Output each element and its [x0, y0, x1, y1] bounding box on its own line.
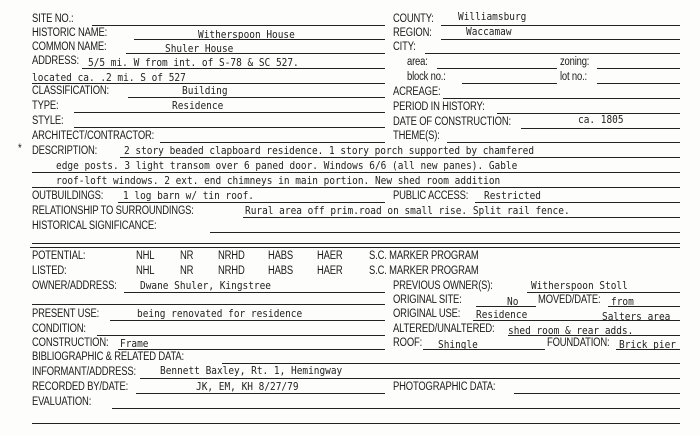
style-line[interactable]	[74, 127, 385, 128]
common-name-value[interactable]: Shuler House	[165, 42, 234, 55]
classification-line[interactable]	[128, 97, 385, 98]
informant-line[interactable]	[140, 378, 680, 379]
present-use-label: PRESENT USE:	[32, 308, 100, 320]
previous-owners-line[interactable]	[527, 292, 680, 293]
altered-value[interactable]: shed room & rear adds.	[508, 324, 634, 337]
classification-value[interactable]: Building	[182, 84, 228, 97]
site-no-line[interactable]	[92, 25, 385, 26]
condition-label: CONDITION:	[32, 323, 86, 335]
date-construction-label: DATE OF CONSTRUCTION:	[393, 116, 511, 128]
historic-name-label: HISTORIC NAME:	[32, 27, 108, 39]
outbuildings-line[interactable]	[118, 202, 385, 203]
architect-label: ARCHITECT/CONTRACTOR:	[32, 130, 155, 142]
owner-address-label: OWNER/ADDRESS:	[32, 280, 117, 292]
potential-sc-marker[interactable]: S.C. MARKER PROGRAM	[369, 250, 479, 262]
classification-label: CLASSIFICATION:	[32, 85, 110, 97]
original-use-value[interactable]: Residence	[476, 308, 528, 321]
evaluation-line[interactable]	[112, 408, 680, 409]
area-line[interactable]	[437, 68, 557, 69]
zoning-label: zoning:	[560, 56, 590, 68]
potential-nr[interactable]: NR	[180, 250, 194, 262]
region-line[interactable]	[441, 39, 680, 40]
description-label: DESCRIPTION:	[32, 145, 98, 157]
informant-label: INFORMANT/ADDRESS:	[32, 366, 136, 378]
public-access-label: PUBLIC ACCESS:	[393, 190, 469, 202]
themes-line[interactable]	[447, 142, 680, 143]
section-divider	[30, 247, 680, 248]
moved-date-value[interactable]: from	[611, 295, 634, 308]
recorded-line[interactable]	[136, 393, 385, 394]
roof-label: ROOF:	[393, 337, 423, 349]
potential-label: POTENTIAL:	[32, 250, 86, 262]
listed-nr[interactable]: NR	[180, 265, 194, 277]
moved-date-label: MOVED/DATE:	[538, 294, 601, 306]
outbuildings-value[interactable]: 1 log barn w/ tin roof.	[123, 189, 255, 202]
photographic-label: PHOTOGRAPHIC DATA:	[393, 381, 496, 393]
description-line-1[interactable]	[120, 157, 680, 158]
listed-label: LISTED:	[32, 265, 67, 277]
margin-asterisk: *	[18, 143, 22, 155]
relationship-label: RELATIONSHIP TO SURROUNDINGS:	[32, 205, 194, 217]
historical-significance-label: HISTORICAL SIGNIFICANCE:	[32, 220, 157, 232]
potential-nrhd[interactable]: NRHD	[218, 250, 245, 262]
original-site-line[interactable]	[476, 306, 536, 307]
address-label: ADDRESS:	[32, 55, 79, 67]
foundation-value[interactable]: Brick pier	[619, 338, 676, 351]
public-access-line[interactable]	[475, 202, 680, 203]
owner-address-value[interactable]: Dwane Shuler, Kingstree	[140, 279, 272, 292]
owner-address-line[interactable]	[124, 292, 385, 293]
type-value[interactable]: Residence	[172, 99, 224, 112]
description-line-2[interactable]	[32, 172, 680, 173]
condition-line[interactable]	[97, 335, 385, 336]
block-no-label: block no.:	[407, 71, 446, 83]
address-value-1[interactable]: 5/5 mi. W from int. of S-78 & SC 527.	[88, 56, 299, 69]
acreage-label: ACREAGE:	[393, 86, 441, 98]
historic-name-value[interactable]: Witherspoon House	[198, 28, 295, 41]
relationship-value[interactable]: Rural area off prim.road on small rise. Split rail fence.	[245, 204, 570, 217]
previous-owners-label: PREVIOUS OWNER(S):	[393, 280, 493, 292]
historical-significance-line[interactable]	[210, 232, 680, 233]
potential-nhl[interactable]: NHL	[136, 250, 155, 262]
informant-value[interactable]: Bennett Baxley, Rt. 1, Hemingway	[160, 364, 343, 377]
lot-no-line[interactable]	[597, 83, 680, 84]
listed-nrhd[interactable]: NRHD	[218, 265, 245, 277]
outbuildings-label: OUTBUILDINGS:	[32, 190, 104, 202]
public-access-value[interactable]: Restricted	[484, 189, 541, 202]
listed-habs[interactable]: HABS	[268, 265, 294, 277]
potential-habs[interactable]: HABS	[268, 250, 294, 262]
architect-line[interactable]	[160, 142, 385, 143]
potential-haer[interactable]: HAER	[317, 250, 343, 262]
type-line[interactable]	[74, 112, 385, 113]
original-site-value[interactable]: No	[507, 295, 519, 308]
present-use-value[interactable]: being renovated for residence	[137, 307, 303, 320]
original-use-value-2[interactable]: Salters area	[602, 310, 671, 323]
historical-significance-line-2[interactable]	[32, 243, 680, 244]
present-use-line[interactable]	[110, 320, 385, 321]
description-line-3[interactable]	[32, 187, 680, 188]
description-value-1[interactable]: 2 story beaded clapboard residence. 1 story porch supported by chamfered	[124, 144, 535, 157]
city-line[interactable]	[425, 53, 680, 54]
county-value[interactable]: Williamsburg	[458, 10, 527, 23]
region-value[interactable]: Waccamaw	[466, 25, 512, 38]
address-value-2[interactable]: located ca. .2 mi. S of 527	[32, 71, 186, 84]
original-use-label: ORIGINAL USE:	[393, 308, 461, 320]
recorded-value[interactable]: JK, EM, KH 8/27/79	[196, 380, 299, 393]
bibliographic-label: BIBLIOGRAPHIC & RELATED DATA:	[32, 351, 184, 363]
county-label: COUNTY:	[393, 13, 434, 25]
listed-nhl[interactable]: NHL	[136, 265, 155, 277]
acreage-line[interactable]	[443, 98, 680, 99]
themes-label: THEME(S):	[393, 130, 440, 142]
owner-address-line-2[interactable]	[32, 304, 385, 305]
city-label: CITY:	[393, 41, 416, 53]
region-label: REGION:	[393, 27, 432, 39]
relationship-line[interactable]	[243, 217, 680, 218]
construction-label: CONSTRUCTION:	[32, 337, 109, 349]
recorded-label: RECORDED BY/DATE:	[32, 381, 129, 393]
evaluation-label: EVALUATION:	[32, 396, 92, 408]
date-construction-value[interactable]: ca. 1805	[578, 113, 624, 126]
previous-owners-value[interactable]: Witherspoon Stoll	[531, 279, 628, 292]
site-no-label: SITE NO.:	[32, 13, 74, 25]
altered-label: ALTERED/UNALTERED:	[393, 323, 495, 335]
evaluation-line-2[interactable]	[32, 423, 680, 424]
description-value-2[interactable]: edge posts. 3 light transom over 6 paned door. Windows 6/6 (all new panes). Gable	[56, 159, 518, 172]
original-site-label: ORIGINAL SITE:	[393, 294, 462, 306]
foundation-label: FOUNDATION:	[547, 337, 610, 349]
area-label: area:	[407, 56, 428, 68]
common-name-label: COMMON NAME:	[32, 41, 107, 53]
construction-value[interactable]: Frame	[120, 337, 149, 350]
photographic-line[interactable]	[514, 393, 680, 394]
date-construction-line[interactable]	[521, 128, 680, 129]
construction-line[interactable]	[118, 349, 385, 350]
roof-value[interactable]: Shingle	[438, 338, 478, 351]
listed-sc-marker[interactable]: S.C. MARKER PROGRAM	[369, 265, 479, 277]
zoning-line[interactable]	[597, 68, 680, 69]
type-label: TYPE:	[32, 100, 59, 112]
description-value-3[interactable]: roof-loft windows. 2 ext. end chimneys in main portion. New shed room addition	[56, 174, 501, 187]
style-label: STYLE:	[32, 115, 64, 127]
block-no-line[interactable]	[462, 83, 557, 84]
period-label: PERIOD IN HISTORY:	[393, 101, 485, 113]
lot-no-label: lot no.:	[560, 71, 588, 83]
listed-haer[interactable]: HAER	[317, 265, 343, 277]
